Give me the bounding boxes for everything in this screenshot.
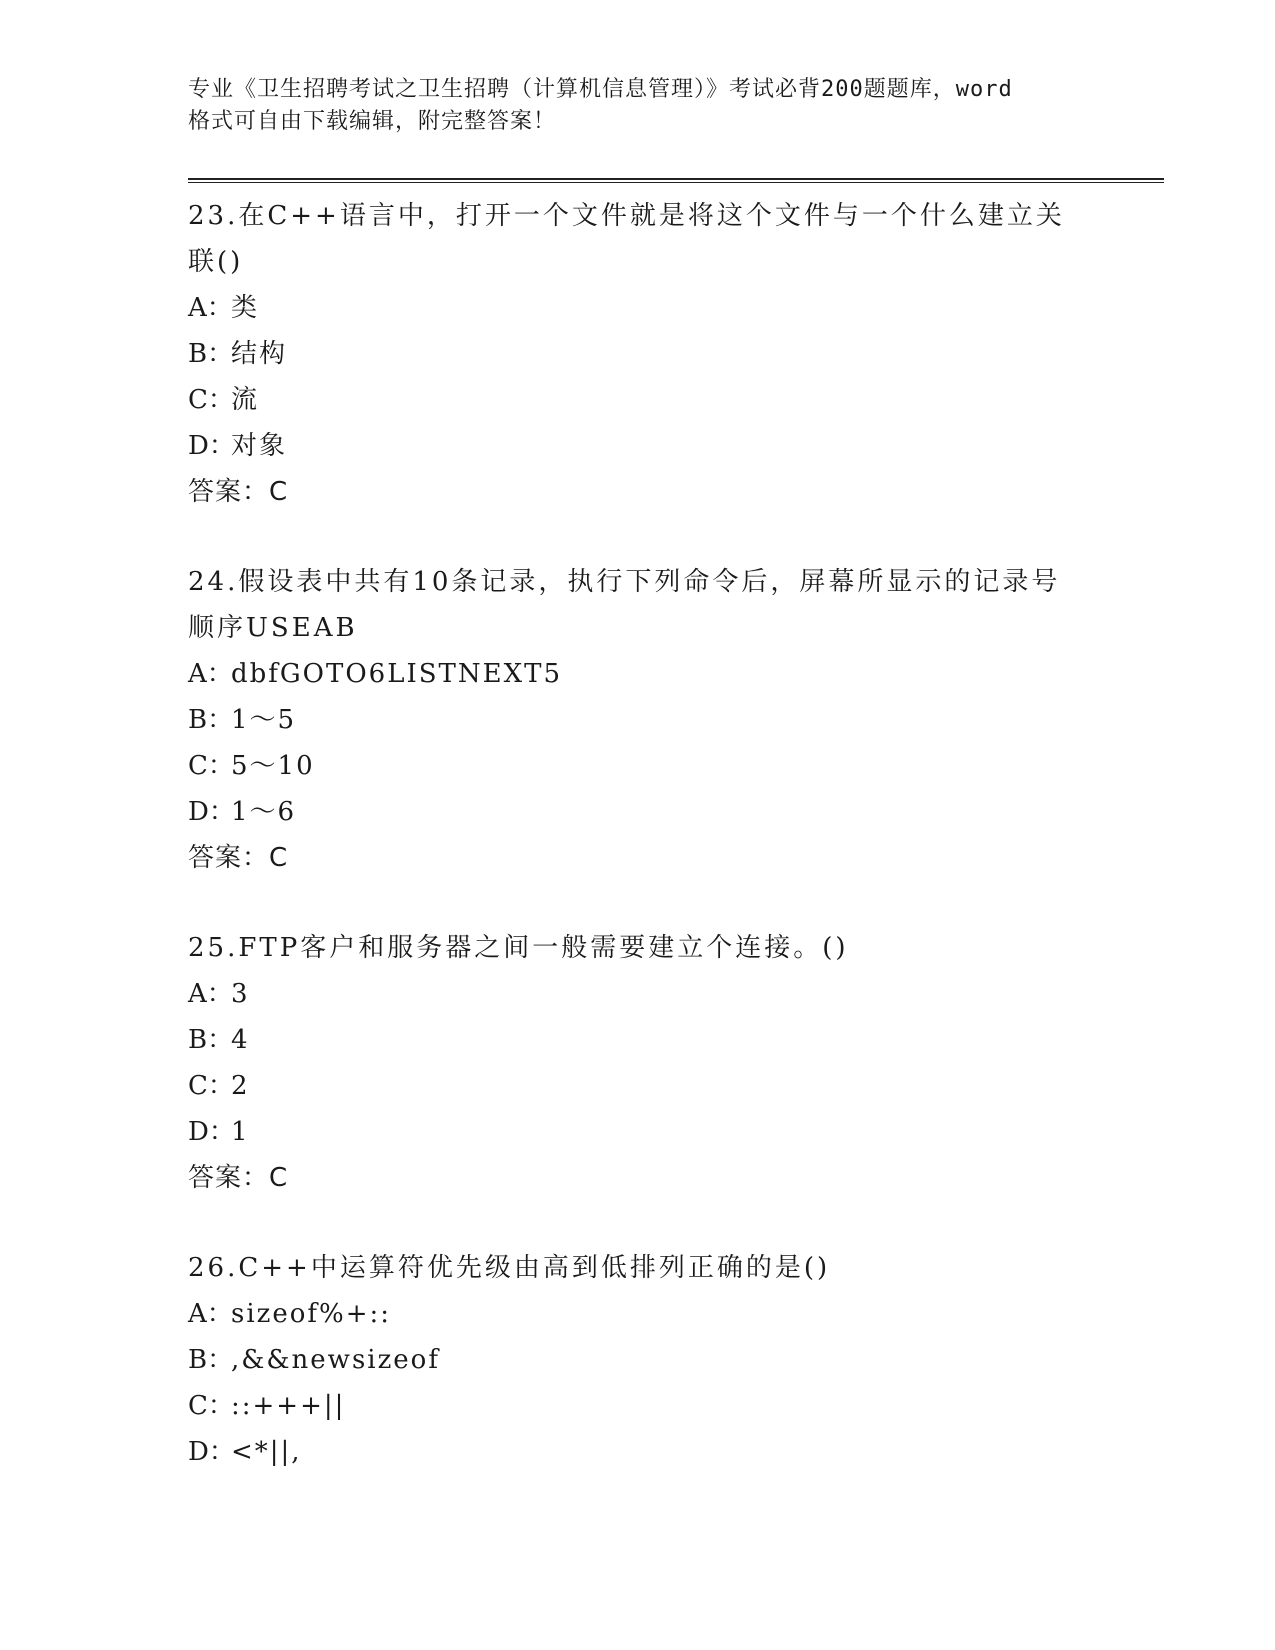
option-c xyxy=(188,377,1168,423)
option-text: 流 xyxy=(231,385,260,415)
option-d xyxy=(188,789,1168,835)
option-key: D： xyxy=(188,1437,235,1467)
option-key: A： xyxy=(188,293,233,323)
question-24 xyxy=(188,559,1168,881)
option-key: B： xyxy=(188,1345,234,1375)
option-key: A： xyxy=(188,1299,233,1329)
option-key: C： xyxy=(188,1071,234,1101)
option-b xyxy=(188,331,1168,377)
option-key: C： xyxy=(188,1391,234,1421)
question-stem: 26.C++中运算符优先级由高到低排列正确的是() xyxy=(188,1253,831,1283)
option-key: C： xyxy=(188,751,234,781)
option-key: D： xyxy=(188,797,235,827)
header-line-2: 格式可自由下载编辑，附完整答案！ xyxy=(188,109,557,134)
option-key: A： xyxy=(188,659,233,689)
header-divider xyxy=(188,178,1164,183)
option-text: 4 xyxy=(231,1025,250,1055)
option-d xyxy=(188,1109,1168,1155)
answer-line: 答案：C xyxy=(188,843,289,873)
option-b xyxy=(188,697,1168,743)
option-a xyxy=(188,285,1168,331)
option-key: C： xyxy=(188,385,234,415)
question-stem: 24.假设表中共有10条记录，执行下列命令后，屏幕所显示的记录号顺序USEAB xyxy=(188,567,1061,643)
header-line-1: 专业《卫生招聘考试之卫生招聘（计算机信息管理）》考试必背200题题库，word xyxy=(188,77,1013,102)
option-text: 3 xyxy=(231,979,250,1009)
question-25 xyxy=(188,925,1168,1201)
option-text: 1 xyxy=(231,1117,250,1147)
option-c xyxy=(188,1063,1168,1109)
option-a xyxy=(188,971,1168,1017)
option-d xyxy=(188,1429,1168,1475)
option-d xyxy=(188,423,1168,469)
option-key: B： xyxy=(188,339,234,369)
option-c xyxy=(188,1383,1168,1429)
option-text: 5～10 xyxy=(231,751,315,781)
option-text: 2 xyxy=(231,1071,250,1101)
document-page xyxy=(188,74,1168,1475)
option-key: A： xyxy=(188,979,233,1009)
option-text: 1～6 xyxy=(231,797,297,827)
option-text: dbfGOTO6LISTNEXT5 xyxy=(231,659,563,689)
option-key: B： xyxy=(188,1025,234,1055)
option-text: sizeof%+:: xyxy=(231,1299,392,1329)
question-stem: 25.FTP客户和服务器之间一般需要建立个连接。() xyxy=(188,933,849,963)
option-text: <*||, xyxy=(231,1437,302,1467)
option-text: ::+++|| xyxy=(231,1391,346,1421)
option-text: 结构 xyxy=(231,339,288,369)
option-text: 类 xyxy=(231,293,260,323)
option-key: D： xyxy=(188,431,235,461)
question-23 xyxy=(188,193,1168,515)
option-a xyxy=(188,651,1168,697)
answer-line: 答案：C xyxy=(188,477,289,507)
option-text: 对象 xyxy=(231,431,288,461)
option-text: 1～5 xyxy=(231,705,297,735)
document-header xyxy=(188,74,1168,138)
answer-line: 答案：C xyxy=(188,1163,289,1193)
question-stem: 23.在C++语言中，打开一个文件就是将这个文件与一个什么建立关联() xyxy=(188,201,1065,277)
option-a xyxy=(188,1291,1168,1337)
option-key: B： xyxy=(188,705,234,735)
option-c xyxy=(188,743,1168,789)
question-26 xyxy=(188,1245,1168,1475)
option-text: ,&&newsizeof xyxy=(231,1345,440,1375)
option-b xyxy=(188,1337,1168,1383)
option-b xyxy=(188,1017,1168,1063)
option-key: D： xyxy=(188,1117,235,1147)
